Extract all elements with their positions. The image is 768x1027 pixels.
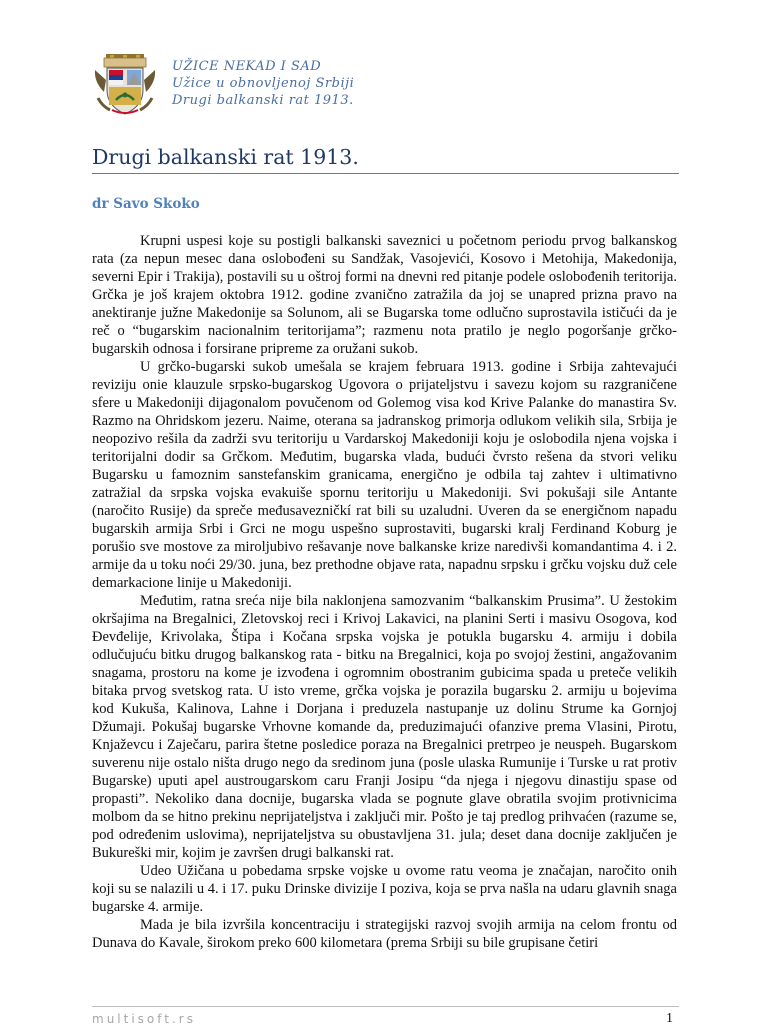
paragraph: Međutim, ratna sreća nije bila naklonjena samozvanim “balkanskim Prusima”. U žestokim okršajima na Bregalnici, Zletovskoj reci i Krivoj Lakavici, na planini Serti i masivu Osogova, kod Đevđelije, Krivolaka, Štipa i Kočana srpska vojska je potukla bugarsku 4. armiju i dobila odlučujuću bitku drugog balkanskog rata - bitku na Bregalnici, koja po svojoj žestini, angažovanim snagama, prostoru na kome je izvođena i ogromnim obostranim gubicima spada u preteče velikih bitaka prvog svetskog rata. U isto vreme, grčka vojska je porazila bugarsku 2. armiju u bojevima kod Kukuša, Kalinova, Lahne i Dorjana i preduzela nastupanje uz dolinu Strume ka Gornjoj Džumaji. Pokušaj bugarske Vrhovne komande da, preduzimajući ofanzive prema Vlasini, Pirotu, Knjaževcu i Zaječaru, parira štetne posledice poraza na Bregalnici pretrpeo je neuspeh. Bugarskom suverenu nije ostalo ništa drugo nego da sredinom juna (posle ulaska Rumunije i Turske u rat protiv Bugarske) uputi apel austrougarskom caru Franji Josipu “da njega i njegovu dinastiju spase od propasti”. Nekoliko dana docnije, bugarska vlada se pognute glave obratila svojim protivnicima molbom da se hitno prekinu neprijateljstva i zaključi mir. Pošto je taj predlog prihvaćen (razume se, pod određenim uslovima), neprijateljstva su obustavljena 31. jula; deset dana docnije zaključen je Bukureški mir, kojim je završen drugi balkanski rat. (92, 593, 677, 861)
header-text (172, 58, 354, 109)
paragraph: Krupni uspesi koje su postigli balkanski saveznici u početnom periodu prvog balkanskog rata (za nepun mesec dana oslobođeni su Sandžak, Vasojevići, Kosovo i Metohija, Makedonija, severni Epir i Trakija), postavili su u oštroj formi na dnevni red pitanje podele oslobođenih teritorija. Grčka je još krajem oktobra 1912. godine zvanično zatražila da joj se unapred prizna pravo na anektiranje južne Makedonije sa Solunom, ali se Bugarska tome odlučno suprostavila ističući da je reč o “bugarskim nacionalnim teritorijama”; razmenu nota pratilo je neglo pogoršanje grčko-bugarskih odnosa i forsirane pripreme za oružani sukob. (92, 233, 677, 357)
footer-site: multisoft.rs (92, 1012, 196, 1026)
page-header (92, 52, 682, 116)
header-section-title: Užice u obnovljenoj Srbiji (172, 76, 355, 91)
header-article-title: Drugi balkanski rat 1913. (172, 93, 354, 108)
paragraph: U grčko-bugarski sukob umešala se krajem februara 1913. godine i Srbija zahtevajući reviziju onie klauzule srpsko-bugarskog Ugovora o prijateljstvu i savezu kojom su razgraničene sfere u Makedoniji dijagonalom povučenom od Golemog visa kod Krive Palanke do manastira Sv. Razmo na Ohridskom jezeru. Naime, oterana sa jadranskog primorja odlukom velikih sila, Srbija je neopozivo rešila da zadrži svu teritoriju u Vardarskoj Makedoniji koju je oslobodila njena vojska i teritorijalni dodir sa Grčkom. Međutim, bugarska vlada, budući čvrsto rešena da stvori veliku Bugarsku u famoznim sanstefanskim granicama, energično je odbila taj zahtev i ultimativno zatražial da srpska vojska evakuiše spornu teritoriju u Makedoniji. Svi pokušaji sile Antante (naročito Rusije) da spreče međusavezničkí rat bili su uzaludni. Uveren da se energičnom napadu bugarskih armija Srbi i Grci ne mogu uspešno suprostaviti, bugarski kralj Ferdinand Koburg je porušio sve mostove za miroljubivo rešavanje nove balkanske krize naredivši komandantima 4. i 2. armije da u toku noći 29/30. juna, bez prethodne objave rata, napadnu srpsku i grčku vojsku duž cele demarkacione linije u Makedoniji. (92, 359, 677, 591)
paragraph: Mada je bila izvršila koncentraciju i strategijski razvoj svojih armija na celom frontu od Dunava do Kavale, širokom preko 600 kilometara (prema Srbiji su bile grupisane četiri (92, 917, 677, 951)
header-series-title: UŽICE NEKAD I SAD (172, 59, 322, 74)
footer-divider (92, 1006, 679, 1007)
coat-of-arms-icon (92, 52, 158, 118)
page-title: Drugi balkanski rat 1913. (92, 145, 359, 169)
page-number: 1 (666, 1011, 673, 1026)
author-name: dr Savo Skoko (92, 196, 200, 212)
article-body (92, 232, 677, 952)
paragraph: Udeo Užičana u pobedama srpske vojske u ovome ratu veoma je značajan, naročito onih koji su se nalazili u 4. i 17. puku Drinske divizije I poziva, koja se prva našla na udaru glavnih snaga bugarske 4. armije. (92, 863, 677, 915)
title-divider (92, 173, 679, 174)
